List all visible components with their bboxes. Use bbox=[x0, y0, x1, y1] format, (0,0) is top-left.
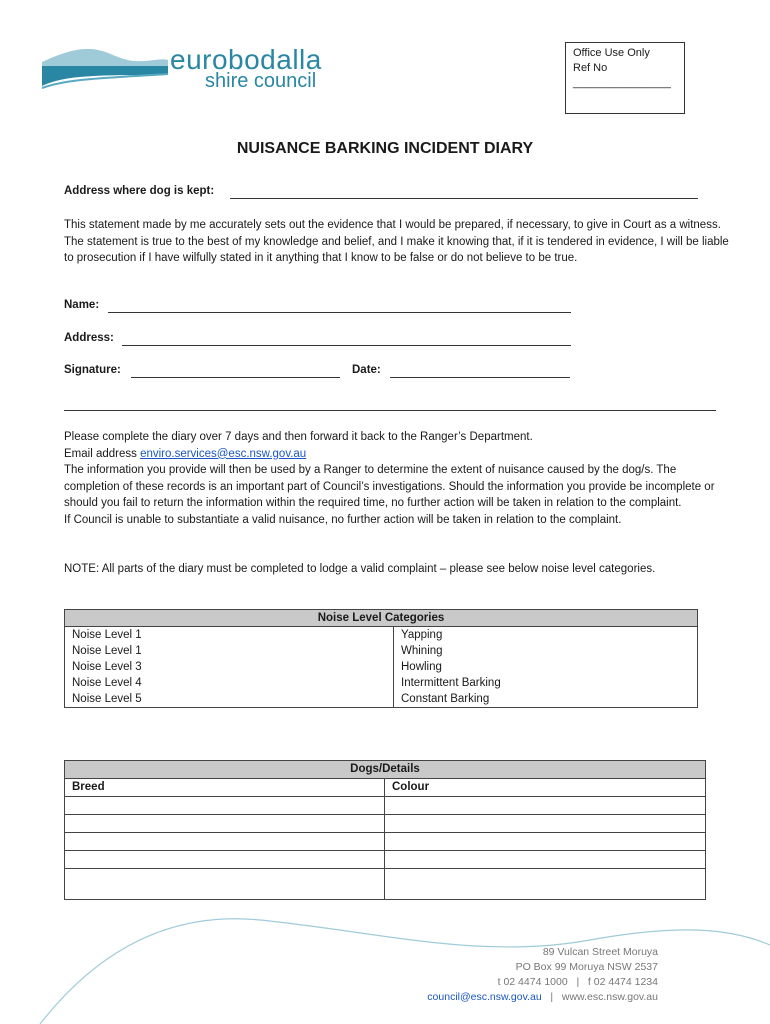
colour-cell[interactable] bbox=[385, 833, 706, 851]
instructions-line-4: If Council is unable to substantiate a valid nuisance, no further action will be taken in relation to the complaint. bbox=[64, 513, 622, 526]
date-field[interactable] bbox=[390, 377, 570, 378]
noise-category-cell: Constant Barking bbox=[394, 691, 698, 708]
section-divider bbox=[64, 410, 716, 411]
colour-header: Colour bbox=[385, 779, 706, 797]
noise-level-cell: Noise Level 3 bbox=[65, 659, 394, 675]
breed-header: Breed bbox=[65, 779, 385, 797]
breed-cell[interactable] bbox=[65, 833, 385, 851]
note-text: NOTE: All parts of the diary must be completed to lodge a valid complaint – please see below noise level categories. bbox=[64, 563, 656, 575]
footer-street: 89 Vulcan Street Moruya bbox=[542, 946, 658, 958]
email-line bbox=[64, 446, 730, 463]
noise-category-cell: Intermittent Barking bbox=[394, 675, 698, 691]
ref-no-line: ________________ bbox=[573, 77, 671, 89]
footer-phone: t 02 4474 1000 | f 02 4474 1234 bbox=[497, 976, 658, 988]
email-link[interactable]: enviro.services@esc.nsw.gov.au bbox=[140, 447, 307, 460]
ref-no-label: Ref No bbox=[573, 62, 608, 74]
date-label: Date: bbox=[352, 364, 381, 376]
signature-field[interactable] bbox=[131, 377, 340, 378]
page-title: NUISANCE BARKING INCIDENT DIARY bbox=[236, 140, 534, 157]
noise-level-cell: Noise Level 1 bbox=[65, 643, 394, 659]
name-field[interactable] bbox=[108, 312, 571, 313]
footer-contact-line bbox=[427, 990, 658, 1005]
instructions bbox=[64, 429, 730, 528]
noise-level-table bbox=[64, 609, 698, 708]
footer-web-link[interactable]: www.esc.nsw.gov.au bbox=[561, 991, 658, 1003]
noise-level-cell: Noise Level 4 bbox=[65, 675, 394, 691]
logo-wordmark: eurobodalla bbox=[170, 44, 322, 75]
address-field[interactable] bbox=[122, 345, 571, 346]
address-label: Address: bbox=[64, 332, 114, 344]
instructions-line-3: The information you provide will then be used by a Ranger to determine the extent of nuisance caused by the dog/s. The completion of these records is an important part of Council’s investigations. Should the information you provide be incomplete or should you fail to return the information within the required time, no further action will be taken in relation to the complaint. bbox=[64, 464, 715, 509]
council-logo bbox=[40, 44, 170, 92]
footer-email-link[interactable]: council@esc.nsw.gov.au bbox=[427, 991, 542, 1003]
colour-cell[interactable] bbox=[385, 869, 706, 900]
noise-category-cell: Whining bbox=[394, 643, 698, 659]
name-label: Name: bbox=[64, 299, 100, 311]
signature-label: Signature: bbox=[64, 364, 121, 376]
footer-separator: | bbox=[541, 991, 562, 1003]
noise-level-cell: Noise Level 1 bbox=[65, 627, 394, 644]
breed-cell[interactable] bbox=[65, 815, 385, 833]
dogs-details-table bbox=[64, 760, 706, 900]
footer-address bbox=[427, 945, 658, 1005]
footer-po-box: PO Box 99 Moruya NSW 2537 bbox=[515, 961, 658, 973]
logo-subtitle: shire council bbox=[205, 70, 317, 92]
email-prefix: Email address bbox=[64, 447, 141, 460]
colour-cell[interactable] bbox=[385, 851, 706, 869]
colour-cell[interactable] bbox=[385, 815, 706, 833]
office-use-label: Office Use Only bbox=[573, 47, 650, 59]
dog-address-field[interactable] bbox=[230, 198, 698, 199]
breed-cell[interactable] bbox=[65, 797, 385, 815]
breed-cell[interactable] bbox=[65, 869, 385, 900]
dogs-table-title: Dogs/Details bbox=[65, 761, 706, 779]
noise-level-cell: Noise Level 5 bbox=[65, 691, 394, 708]
dog-address-label: Address where dog is kept: bbox=[64, 185, 215, 197]
breed-cell[interactable] bbox=[65, 851, 385, 869]
noise-table-title: Noise Level Categories bbox=[65, 610, 698, 627]
noise-category-cell: Howling bbox=[394, 659, 698, 675]
office-use-box bbox=[565, 42, 685, 114]
statement-text: This statement made by me accurately sets out the evidence that I would be prepared, if necessary, to give in Court as a witness. The statement is true to the best of my knowledge and belief, and I make it knowing that, if it is tendered in evidence, I will be liable to prosecution if I have wilfully stated in it anything that I know to be false or do not believe to be true. bbox=[64, 219, 729, 264]
instructions-line-1: Please complete the diary over 7 days and then forward it back to the Ranger’s Department. bbox=[64, 431, 533, 443]
noise-category-cell: Yapping bbox=[394, 627, 698, 644]
colour-cell[interactable] bbox=[385, 797, 706, 815]
